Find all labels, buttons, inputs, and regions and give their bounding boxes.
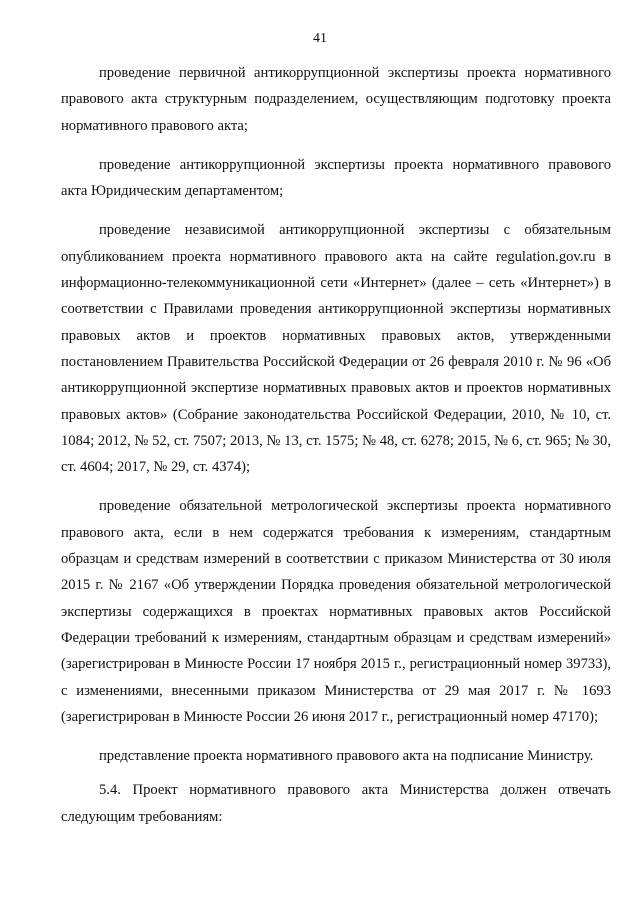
paragraph-primary-expertise: проведение первичной антикоррупционной экспертизы проекта нормативного правового акта структурным подразделением, осуществляющим подготовку проекта нормативного правового акта; [61,65,611,134]
paragraph-section-5-4: 5.4. Проект нормативного правового акта Министерства должен отвечать следующим требованиям: [61,782,611,825]
paragraph-independent-expertise: проведение независимой антикоррупционной экспертизы с обязательным опубликованием проекта нормативного правового акта на сайте regulation.gov.ru в информационно-телекоммуникационной сети «Интернет» (далее – сеть «Интернет») в соответствии с Правилами проведения антикоррупционной экспертизы нормативных правовых актов и проектов нормативных правовых актов, утвержденными постановлением Правительства Российской Федерации от 26 февраля 2010 г. № 96 «Об антикоррупционной экспертизе нормативных правовых актов и проектов нормативных правовых актов» (Собрание законодательства Российской Федерации, 2010, № 10, ст. 1084; 2012, № 52, ст. 7507; 2013, № 13, ст. 1575; № 48, ст. 6278; 2015, № 6, ст. 965; № 30, ст. 4604; 2017, № 29, ст. 4374); [61,222,611,476]
paragraph-metrological-expertise: проведение обязательной метрологической экспертизы проекта нормативного правового акта, если в нем содержатся требования к измерениям, стандартным образцам и средствам измерений в соответствии с приказом Министерства от 30 июля 2015 г. № 2167 «Об утверждении Порядка проведения обязательной метрологической экспертизы содержащихся в проектах нормативных правовых актов Российской Федерации требований к измерениям, стандартным образцам и средствам измерений» (зарегистрирован в Минюсте России 17 ноября 2015 г., регистрационный номер 39733), с изменениями, внесенными приказом Министерства от 29 мая 2017 г. № 1693 (зарегистрирован в Минюсте России 26 июня 2017 г., регистрационный номер 47170); [61,498,611,725]
page-number: 41 [313,31,327,46]
paragraph-submission-to-minister: представление проекта нормативного правового акта на подписание Министру. [99,748,594,765]
paragraph-legal-department-expertise: проведение антикоррупционной экспертизы проекта нормативного правового акта Юридическим департаментом; [61,156,611,200]
document-body [61,60,611,843]
